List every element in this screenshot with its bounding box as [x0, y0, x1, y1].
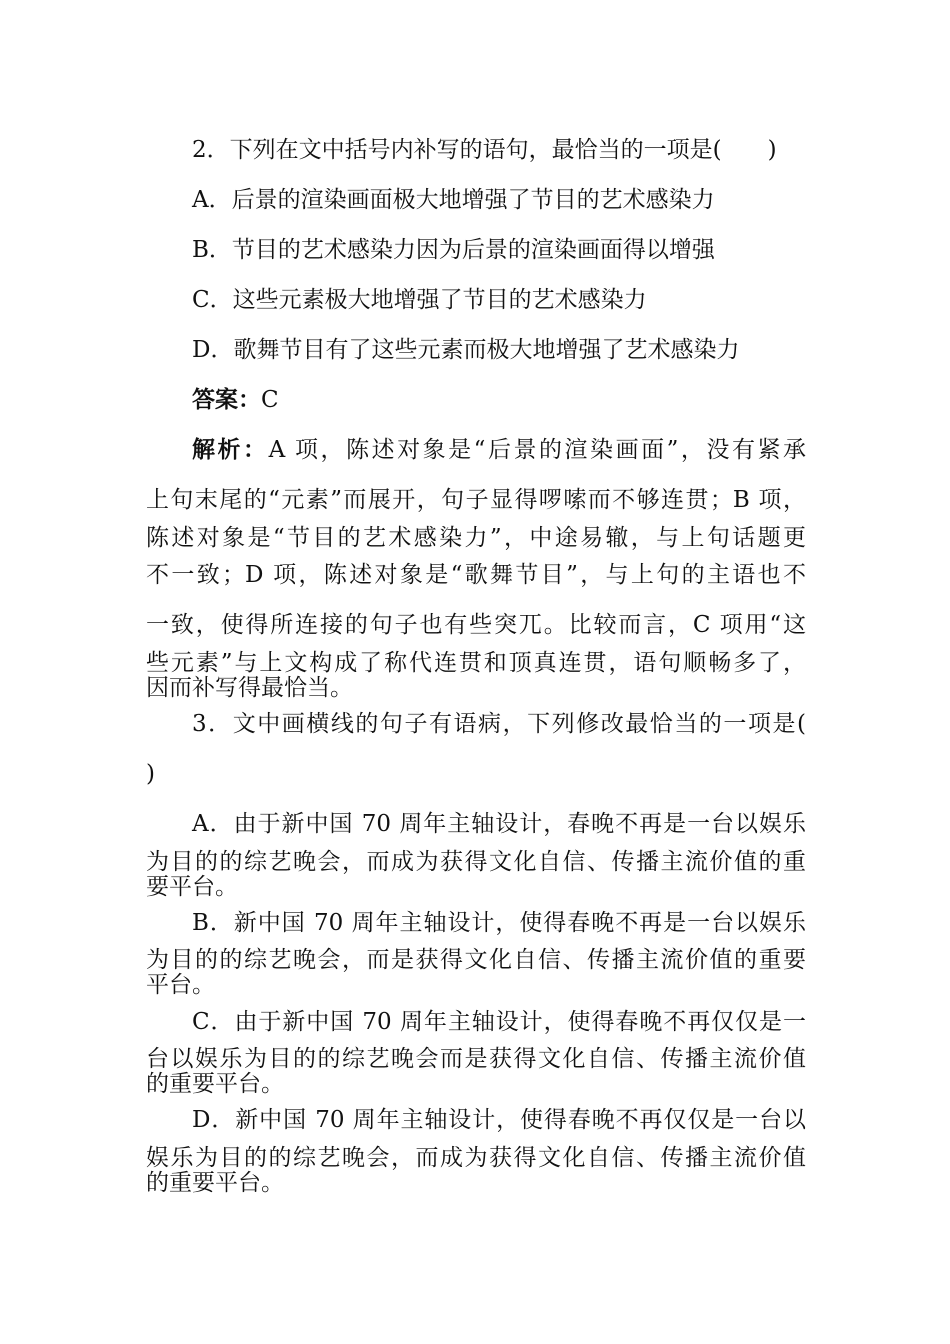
q3-option-a-line-3: 要平台。 — [146, 874, 238, 900]
q2-option-b: B．节目的艺术感染力因为后景的渲染画面得以增强 — [192, 237, 715, 263]
q2-analysis-line-7: 因而补写得最恰当。 — [146, 675, 353, 701]
q2-analysis-line-5: 一致，使得所连接的句子也有些突兀。比较而言，C 项用“这 — [146, 612, 806, 638]
q3-option-d-line-1: D．新中国 70 周年主轴设计，使得春晚不再仅仅是一台以 — [192, 1107, 806, 1133]
q2-option-a: A．后景的渲染画面极大地增强了节目的艺术感染力 — [192, 187, 715, 213]
q2-analysis-line-6: 些元素”与上文构成了称代连贯和顶真连贯，语句顺畅多了， — [146, 650, 806, 676]
answer-value: C — [261, 387, 279, 413]
q2-analysis-line-2: 上句末尾的“元素”而展开，句子显得啰嗦而不够连贯；B 项， — [146, 487, 806, 513]
q3-option-d-line-2: 娱乐为目的的综艺晚会，而成为获得文化自信、传播主流价值 — [146, 1145, 806, 1171]
q2-analysis-line-1: 解析：A 项，陈述对象是“后景的渲染画面”，没有紧承 — [192, 436, 807, 463]
q2-stem: 2．下列在文中括号内补写的语句，最恰当的一项是( ) — [192, 137, 777, 163]
q2-analysis-line-4: 不一致；D 项，陈述对象是“歌舞节目”，与上句的主语也不 — [146, 562, 806, 588]
q3-stem-line-1: 3．文中画横线的句子有语病，下列修改最恰当的一项是( — [192, 711, 806, 737]
q3-option-c-line-3: 的重要平台。 — [146, 1071, 284, 1097]
q2-analysis-line-3: 陈述对象是“节目的艺术感染力”，中途易辙，与上句话题更 — [146, 525, 806, 551]
q3-option-c-line-2: 台以娱乐为目的的综艺晚会而是获得文化自信、传播主流价值 — [146, 1046, 806, 1072]
q3-option-a-line-2: 为目的的综艺晚会，而成为获得文化自信、传播主流价值的重 — [146, 849, 806, 875]
q3-option-a-line-1: A．由于新中国 70 周年主轴设计，春晚不再是一台以娱乐 — [192, 811, 806, 837]
q3-option-c-line-1: C．由于新中国 70 周年主轴设计，使得春晚不再仅仅是一 — [192, 1009, 806, 1035]
q2-option-d: D．歌舞节目有了这些元素而极大地增强了艺术感染力 — [192, 337, 740, 363]
q3-option-d-line-3: 的重要平台。 — [146, 1170, 284, 1196]
q2-answer — [192, 386, 279, 414]
q2-option-c: C．这些元素极大地增强了节目的艺术感染力 — [192, 287, 647, 313]
answer-label: 答案： — [192, 386, 261, 413]
analysis-label: 解析： — [192, 436, 269, 463]
q3-option-b-line-2: 为目的的综艺晚会，而是获得文化自信、传播主流价值的重要 — [146, 947, 806, 973]
q3-option-b-line-1: B．新中国 70 周年主轴设计，使得春晚不再是一台以娱乐 — [192, 910, 806, 936]
q3-stem-line-2: ) — [146, 761, 155, 787]
q3-option-b-line-3: 平台。 — [146, 972, 215, 998]
